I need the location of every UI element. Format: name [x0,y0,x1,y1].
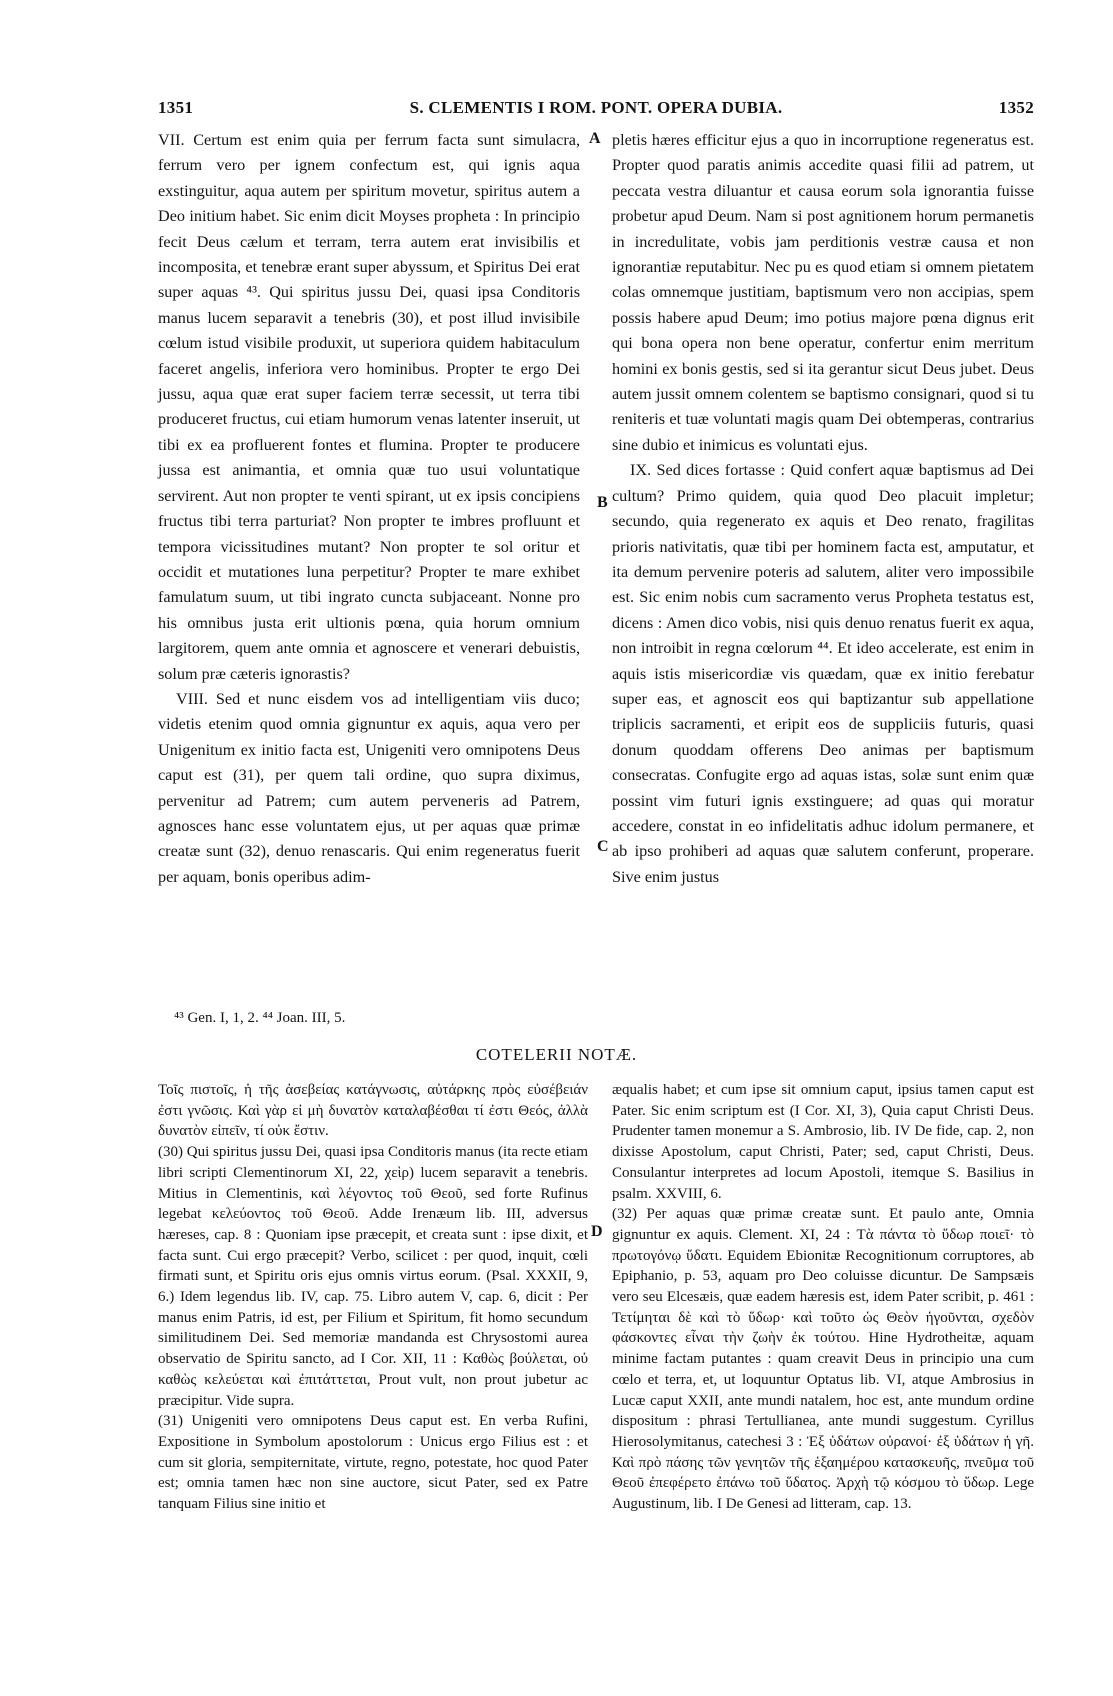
chapter-viii-paragraph: VIII. Sed et nunc eisdem vos ad intelligentiam viis duco; videtis etenim quod omnia gignuntur ex aquis, aqua vero per Unigenitum ex initio facta est, Unigeniti vero omnipotens Deus caput est (31), per quem tali ordine, quo supra diximus, pervenitur ad Patrem; cum autem perveneris ad Patrem, agnosces hanc esse voluntatem ejus, ut per aquas quæ primæ creatæ sunt (32), denuo renascaris. Qui enim regeneratus fuerit per aquam, bonis operibus adim- [158,689,580,886]
margin-letter-d: D [591,1223,603,1240]
margin-letter-a: A [589,130,601,147]
main-text-right-column [612,128,1034,890]
running-header [158,98,1034,124]
note-greek-passage: Τοῖς πιστοῖς, ἡ τῆς ἀσεβείας κατάγνωσις, αὐτάρκης πρὸς εὐσέβειάν ἐστι γνῶσις. Καὶ γὰρ εἰ μὴ δυνατὸν καταλαβέσθαι τί ἐστι Θεός, ἀλλὰ δυνατὸν εἰπεῖν, τί οὐκ ἔστιν. [158,1082,588,1140]
page-number-left: 1351 [158,98,194,117]
note-32: (32) Per aquas quæ primæ creatæ sunt. Et paulo ante, Omnia gignuntur ex aquis. Clement. XI, 24 : Τὰ πάντα τὸ ὕδωρ ποιεῖ· τὸ πρωτογόνῳ ὕδατι. Equidem Ebionitæ Recognitionum corruptores, ab Epiphanio, p. 53, aquam pro Deo coluisse dicuntur. De Sampsæis vero seu Elcesæis, quæ eadem hæresis est, idem Pater scribit, p. 461 : Τετίμηται δὲ καὶ τὸ ὕδωρ· καὶ τοῦτο ὡς Θεὸν ἡγοῦνται, σχεδὸν φάσκοντες εἶναι τὴν ζωὴν ἐκ τούτου. Hine Hydrotheitæ, aquam minime factam putantes : quam creavit Deus in principio una cum cœlo et terra, et, ut loquuntur Optatus lib. VI, atque Ambrosius in Lucæ caput XXII, ante mundi natalem, hoc est, ante mundum ordine dispositum : phrasi Tertullianea, ante mundi suggestum. Cyrillus Hierosolymitanus, catechesi 3 : Ἐξ ὑδάτων οὐρανοί· ἐξ ὑδάτων ἡ γῆ. Καὶ πρὸ πάσης τῶν γενητῶν τῆς ἑξαημέρου κατασκευῆς, πνεῦμα τοῦ Θεοῦ ἐπεφέρετο ἐπάνω τοῦ ὕδατος. Ἀρχὴ τῷ κόσμου τὸ ὕδωρ. Lege Augustinum, lib. I De Genesi ad litteram, cap. 13. [612,1206,1034,1513]
main-text-left-column [158,128,580,890]
notes-left-column [158,1080,588,1515]
note-31: (31) Unigeniti vero omnipotens Deus caput est. En verba Rufini, Expositione in Symbolum apostolorum : Unicus ergo Filius est : et cum sit gloria, sempiternitate, virtute, regno, potestate, hoc quod Pater est; omnia tamen hæc non sine auctore, sicut Pater, sed ex Patre tanquam Filius sine initio et [158,1413,588,1513]
note-31-continuation: æqualis habet; et cum ipse sit omnium caput, ipsius tamen caput est Pater. Sic enim scriptum est (I Cor. XI, 3), Quia caput Christi Deus. Prudenter tamen monemur a S. Ambrosio, lib. IV De fide, cap. 2, non dixisse Apostolum, caput Christi, Pater; sed, caput Christi, Deus. Consulantur interpretes ad locum Apostoli, itemque S. Basilius in psalm. XXVIII, 6. [612,1082,1034,1202]
margin-letter-c: C [597,838,609,855]
page-title: S. CLEMENTIS I ROM. PONT. OPERA DUBIA. [409,98,783,117]
chapter-ix-paragraph: IX. Sed dices fortasse : Quid confert aquæ baptismus ad Dei cultum? Primo quidem, quia quod Deo placuit impletur; secundo, quia regenerato ex aquis et Deo renato, fragilitas prioris nativitatis, quæ tibi per hominem facta est, amputatur, et ita demum pervenire poteris ad salutem, aliter vero impossibile est. Sic enim nobis cum sacramento verus Propheta testatus est, dicens : Amen dico vobis, nisi quis denuo renatus fuerit ex aqua, non introibit in regna cœlorum ⁴⁴. Et ideo accelerate, est enim in aquis istis misericordiæ vis quædam, quæ ex initio ferebatur super eas, et agnoscit eos qui baptizantur sub appellatione triplicis sacramenti, et eripit eos de suppliciis futuris, quasi donum quoddam offerens Deo animas per baptismum consecratas. Confugite ergo ad aquas istas, solæ sunt enim quæ possint vim futuri ignis exstinguere; ad quas qui moratur accedere, constat in eo infidelitatis adhuc idolum permanere, et ab ipso prohiberi ad aquas quæ salutem conferunt, properare. Sive enim justus [612,461,1034,886]
note-30: (30) Qui spiritus jussu Dei, quasi ipsa Conditoris manus (ita recte etiam libri scripti Clementinorum XI, 22, χεὶρ) lucem separavit a tenebris. Mitius in Clementinis, καὶ λέγοντος τοῦ Θεοῦ, sed forte Rufinus legebat κελεύοντος τοῦ Θεοῦ. Adde Irenæum lib. III, adversus hæreses, cap. 8 : Quoniam ipse præcepit, et creata sunt : ipse dixit, et facta sunt. Cui ergo præcepit? Verbo, scilicet : per quod, inquit, cœli firmati sunt, et Spiritu oris ejus omnis virtus eorum. (Psal. XXXII, 9, 6.) Idem legendus lib. IV, cap. 75. Libro autem V, cap. 6, dicit : Per manus enim Patris, id est, per Filium et Spiritum, fit homo secundum similitudinem Dei. Sed memoriæ mandanda est Chrysostomi aurea observatio de Spiritu sancto, ad I Cor. XII, 11 : Καθὼς βούλεται, οὐ καθὼς κελεύεται καὶ ἐπιτάττεται, Prout vult, non prout jubetur ac præcipitur. Vide supra. [158,1144,588,1409]
margin-letter-b: B [597,494,608,511]
chapter-viii-continuation: pletis hæres efficitur ejus a quo in incorruptione regeneratus est. Propter quod paratis animis accedite quasi filii ad patrem, ut peccata vestra diluantur et causa eorum sola ignorantia fuisse probetur apud Deum. Nam si post agnitionem horum permanetis in incredulitate, vobis jam perditionis vestræ causa et non ignorantiæ reputabitur. Nec pu es quod etiam si omnem pietatem colas omnemque justitiam, baptismum vero non accipias, spem possis habere apud Deum; imo potius majore pœna dignus erit qui bona opera non bene operatur, confertur enim merritum homini ex bonis gestis, sed si ita gerantur sicut Deus jubet. Deus autem jussit omnem colentem se baptismo consignari, quod si tu reniteris et tuæ voluntati magis quam Dei obtemperas, contrarius sine dubio et inimicus es voluntati ejus. [612,131,1034,454]
notes-right-column [612,1080,1034,1515]
footnotes: ⁴³ Gen. I, 1, 2. ⁴⁴ Joan. III, 5. [174,1010,346,1026]
notes-section-title: COTELERII NOTÆ. [475,1045,638,1064]
chapter-vii-paragraph: VII. Certum est enim quia per ferrum facta sunt simulacra, ferrum vero per ignem confectum est, qui ignis aqua exstinguitur, aqua autem per spiritum movetur, spiritus autem a Deo initium habet. Sic enim dicit Moyses propheta : In principio fecit Deus cælum et terram, terra autem erat invisibilis et incomposita, et tenebræ erant super abyssum, et Spiritus Dei erat super aquas ⁴³. Qui spiritus jussu Dei, quasi ipsa Conditoris manus lucem separavit a tenebris (30), et post illud invisibile cœlum istud visibile produxit, ut superiora quidem habitaculum faceret angelis, inferiora vero hominibus. Propter te ergo Dei jussu, aqua quæ erat super faciem terræ secessit, ut terra tibi produceret fructus, cui etiam humorum venas latenter inseruit, ut tibi ex ea profluerent fontes et flumina. Propter te producere jussa est animantia, et omnia quæ tuo usui voluntatique servirent. Aut non propter te venti spirant, ut ex ipsis concipiens fructus tibi terra parturiat? Non propter te imbres profluunt et tempora vicissitudines mutant? Non propter te sol oritur et occidit et mutationes luna perpetitur? Propter te mare exhibet famulatum suum, ut tibi ingrato cuncta subjaceant. Nonne pro his omnibus justa erit ultionis pœna, quia horum omnium largitorem, quem ante omnia et agnoscere et venerari debuistis, solum præ cæteris ignorastis? [158,131,580,683]
page-number-right: 1352 [998,98,1034,117]
